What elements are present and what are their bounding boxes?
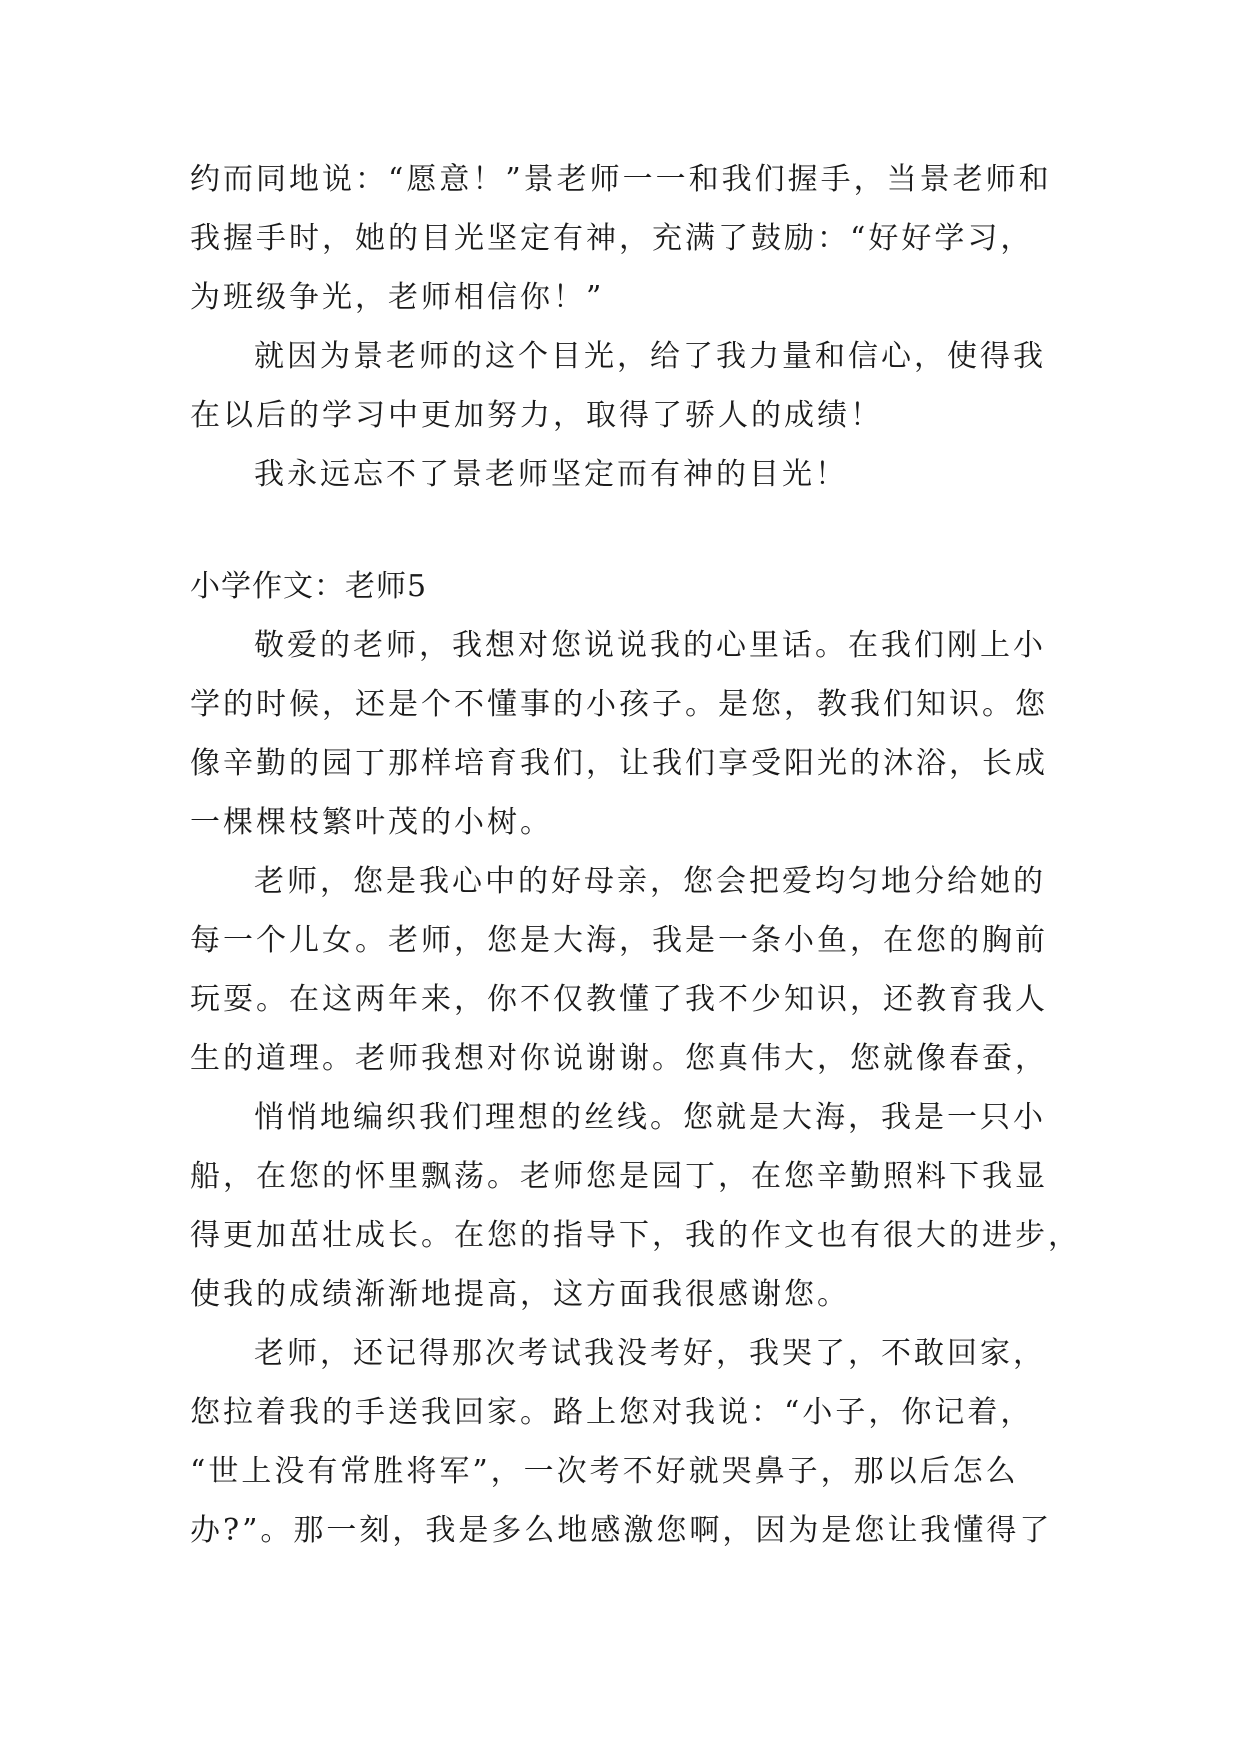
- text-line: 约而同地说：“愿意！”景老师一一和我们握手，当景老师和: [190, 162, 1052, 197]
- text-line: 学的时候，还是个不懂事的小孩子。是您，教我们知识。您: [190, 687, 1048, 722]
- section-gap: [190, 504, 1070, 557]
- text-line: 像辛勤的园丁那样培育我们，让我们享受阳光的沐浴，长成: [190, 746, 1048, 781]
- document-body: [190, 150, 1081, 1560]
- text-line: 为班级争光，老师相信你！”: [190, 280, 605, 315]
- text-line: 得更加茁壮成长。在您的指导下，我的作文也有很大的进步，: [190, 1218, 1081, 1253]
- paragraph-start-line: 悄悄地编织我们理想的丝线。您就是大海，我是一只小: [254, 1100, 1046, 1135]
- paragraph-start-line: 老师，您是我心中的好母亲，您会把爱均匀地分给她的: [254, 864, 1046, 899]
- text-line: 一棵棵枝繁叶茂的小树。: [190, 805, 553, 840]
- text-line: 我握手时，她的目光坚定有神，充满了鼓励：“好好学习，: [190, 221, 1034, 256]
- text-line: 每一个儿女。老师，您是大海，我是一条小鱼，在您的胸前: [190, 923, 1048, 958]
- text-line: 您拉着我的手送我回家。路上您对我说：“小子，你记着，: [190, 1395, 1034, 1430]
- text-line: 办?”。那一刻，我是多么地感激您啊，因为是您让我懂得了: [190, 1513, 1053, 1548]
- paragraph-start-line: 我永远忘不了景老师坚定而有神的目光！: [254, 457, 848, 492]
- text-line: 船，在您的怀里飘荡。老师您是园丁，在您辛勤照料下我显: [190, 1159, 1048, 1194]
- paragraph-start-line: 老师，还记得那次考试我没考好，我哭了，不敢回家，: [254, 1336, 1046, 1371]
- text-line: 生的道理。老师我想对你说谢谢。您真伟大，您就像春蚕，: [190, 1041, 1048, 1076]
- text-line: 玩耍。在这两年来，你不仅教懂了我不少知识，还教育我人: [190, 982, 1048, 1017]
- paragraph-start-line: 敬爱的老师，我想对您说说我的心里话。在我们刚上小: [254, 628, 1046, 663]
- text-line: “世上没有常胜将军”，一次考不好就哭鼻子，那以后怎么: [190, 1454, 1019, 1489]
- paragraph-start-line: 就因为景老师的这个目光，给了我力量和信心，使得我: [254, 339, 1046, 374]
- text-line: 在以后的学习中更加努力，取得了骄人的成绩！: [190, 398, 883, 433]
- text-line: 使我的成绩渐渐地提高，这方面我很感谢您。: [190, 1277, 850, 1312]
- section-heading: 小学作文：老师5: [190, 569, 428, 604]
